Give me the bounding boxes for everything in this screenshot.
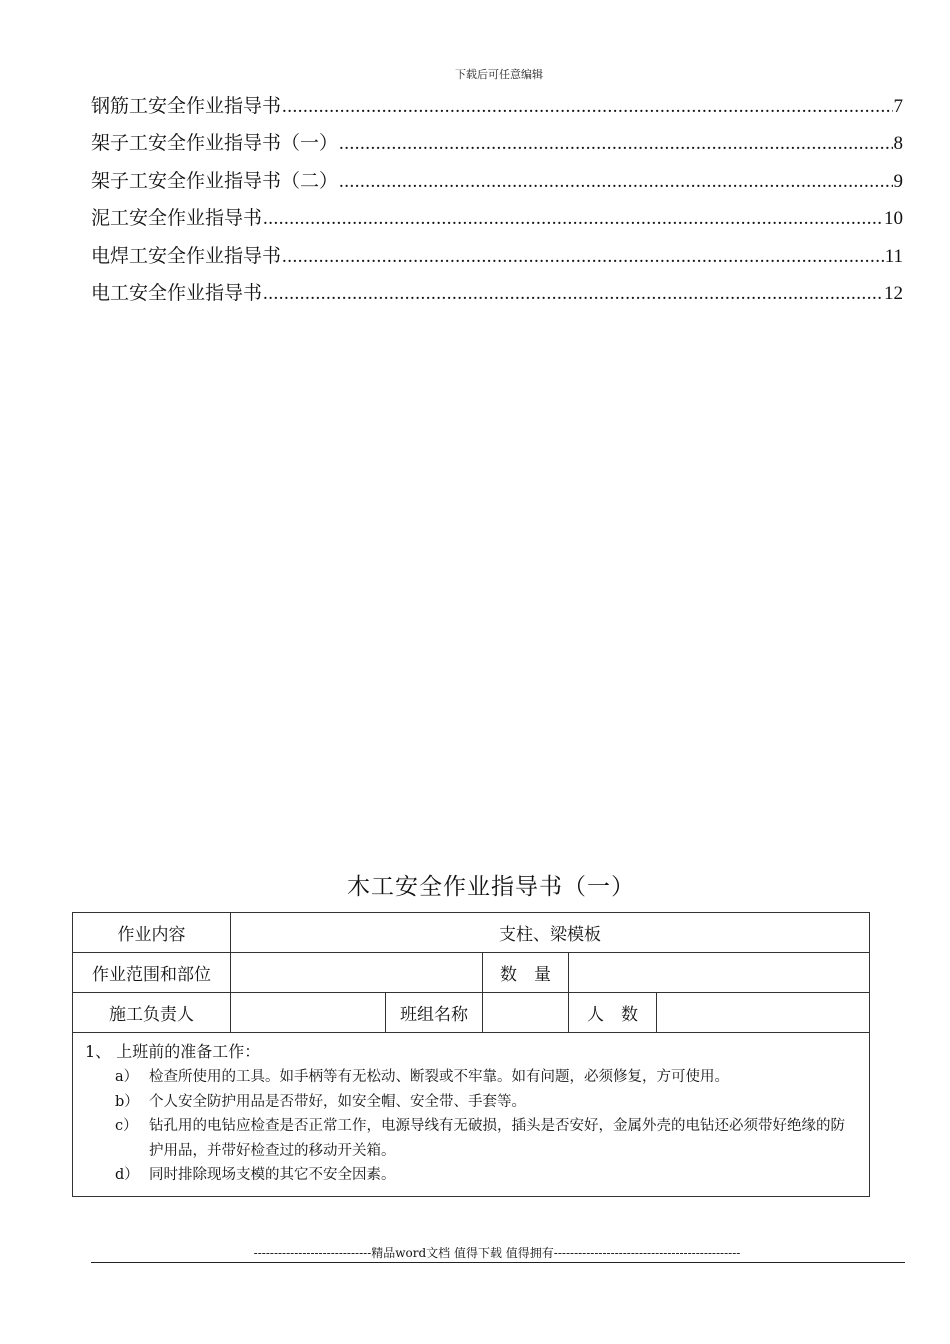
- toc-leader-dots: [339, 163, 892, 200]
- toc-entry-title: 架子工安全作业指导书（一）: [91, 132, 339, 155]
- footer-text: -----------------------------精品word文档 值得下载 值得拥有----------------------------------------------: [253, 1246, 741, 1260]
- item-text: 个人安全防护用品是否带好，如安全帽、安全带、手套等。: [149, 1093, 526, 1110]
- instruction-item: [115, 1090, 861, 1115]
- supervisor-label: 施工负责人: [73, 993, 231, 1033]
- toc-entry-title: 钢筋工安全作业指导书: [91, 95, 282, 117]
- item-label: b）: [115, 1093, 139, 1110]
- quantity-label: 数 量: [483, 953, 569, 993]
- item-label: a）: [115, 1069, 139, 1085]
- work-instruction-form: [72, 912, 870, 1197]
- item-text: 钻孔用的电钻应检查是否正常工作，电源导线有无破损，插头是否安好，金属外壳的电钻还必须带好绝缘的防护用品，并带好检查过的移动开关箱。: [149, 1118, 845, 1159]
- toc-entry-page: 12: [884, 282, 903, 304]
- toc-entry[interactable]: [91, 88, 903, 125]
- toc-entry-page: 8: [893, 133, 903, 155]
- toc-entry[interactable]: [91, 125, 903, 162]
- toc-entry-page: 7: [893, 96, 903, 117]
- toc-entry-title: 电工安全作业指导书: [91, 281, 263, 304]
- toc-entry[interactable]: [91, 275, 903, 312]
- headcount-label: 人 数: [569, 993, 657, 1033]
- team-name-value: [483, 993, 569, 1033]
- form-row-personnel: [73, 993, 870, 1033]
- item-text: 同时排除现场支模的其它不安全因素。: [149, 1167, 396, 1183]
- work-content-label: 作业内容: [73, 913, 231, 953]
- toc-entry-page: 11: [884, 245, 903, 267]
- toc-leader-dots: [339, 125, 892, 162]
- form-row-instructions: [73, 1033, 870, 1197]
- item-text: 检查所使用的工具。如手柄等有无松动、断裂或不牢靠。如有问题，必须修复，方可使用。: [149, 1069, 729, 1085]
- toc-leader-dots: [263, 275, 883, 312]
- item-label: c）: [115, 1118, 138, 1134]
- toc-leader-dots: [282, 88, 892, 125]
- form-row-scope: [73, 953, 870, 993]
- toc-entry[interactable]: [91, 238, 903, 275]
- toc-leader-dots: [282, 238, 884, 275]
- instructions-cell: [73, 1033, 870, 1197]
- toc-entry-page: 10: [884, 208, 903, 230]
- supervisor-value: [231, 993, 386, 1033]
- toc-entry-title: 架子工安全作业指导书（二）: [91, 169, 339, 192]
- toc-entry-title: 泥工安全作业指导书: [91, 207, 263, 230]
- toc-entry[interactable]: [91, 163, 903, 200]
- quantity-value: [569, 953, 870, 993]
- instruction-item: [115, 1065, 861, 1090]
- team-name-label: 班组名称: [386, 993, 483, 1033]
- work-scope-value: [231, 953, 483, 993]
- footer-divider: [91, 1262, 905, 1263]
- work-scope-label: 作业范围和部位: [73, 953, 231, 993]
- work-content-value: 支柱、梁模板: [231, 913, 870, 953]
- toc-leader-dots: [263, 200, 883, 237]
- headcount-value: [657, 993, 870, 1033]
- instruction-item: [115, 1114, 861, 1163]
- toc-entry[interactable]: [91, 200, 903, 237]
- toc-entry-page: 9: [893, 170, 903, 192]
- section-heading: 1、 上班前的准备工作：: [85, 1042, 261, 1061]
- header-note: 下载后可任意编辑: [455, 68, 543, 81]
- document-title: 木工安全作业指导书（一）: [347, 874, 635, 900]
- instruction-item: [115, 1163, 861, 1188]
- item-label: d）: [115, 1167, 139, 1183]
- table-of-contents: [91, 88, 903, 312]
- toc-entry-title: 电焊工安全作业指导书: [91, 244, 282, 267]
- form-row-content: [73, 913, 870, 953]
